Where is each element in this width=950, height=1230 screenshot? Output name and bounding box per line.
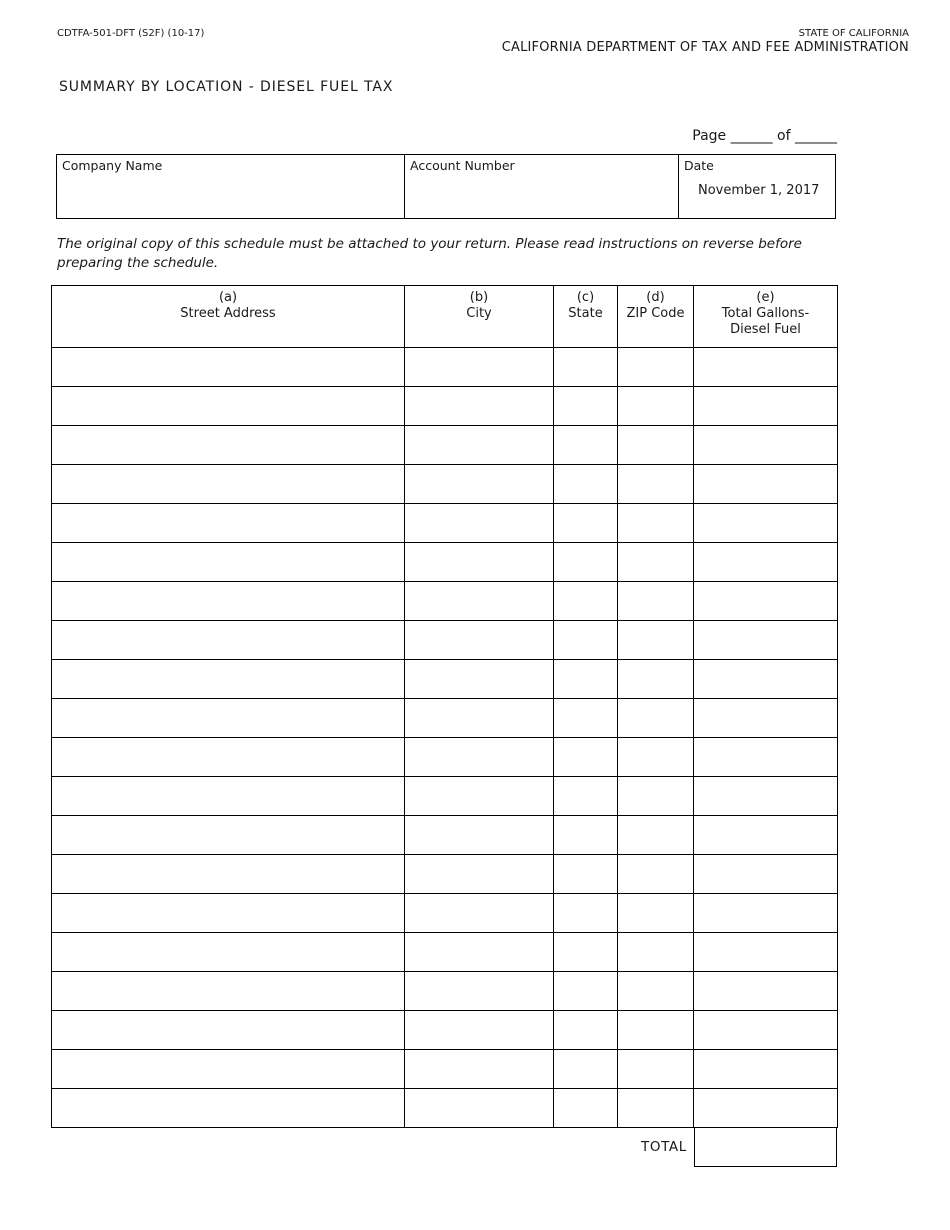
page-number-line[interactable]: Page ______ of ______ <box>692 128 837 144</box>
state-cell[interactable] <box>554 894 618 933</box>
state-cell[interactable] <box>554 816 618 855</box>
total-gallons-cell[interactable] <box>694 894 838 933</box>
zip-code-cell[interactable] <box>618 426 694 465</box>
zip-code-cell[interactable] <box>618 816 694 855</box>
total-label: TOTAL <box>641 1139 687 1155</box>
street-address-cell[interactable] <box>52 699 405 738</box>
form-id: CDTFA-501-DFT (S2F) (10-17) <box>57 28 205 39</box>
street-address-cell[interactable] <box>52 933 405 972</box>
table-row <box>52 660 838 699</box>
street-address-cell[interactable] <box>52 1050 405 1089</box>
street-address-cell[interactable] <box>52 348 405 387</box>
date-field[interactable] <box>679 155 837 218</box>
state-cell[interactable] <box>554 972 618 1011</box>
column-header-zip-code <box>618 286 694 348</box>
table-row <box>52 972 838 1011</box>
table-row <box>52 543 838 582</box>
column-header-total-gallons <box>694 286 838 348</box>
city-cell[interactable] <box>405 543 554 582</box>
zip-code-cell[interactable] <box>618 972 694 1011</box>
total-gallons-cell[interactable] <box>694 465 838 504</box>
page-title: SUMMARY BY LOCATION - DIESEL FUEL TAX <box>59 79 394 95</box>
city-cell[interactable] <box>405 387 554 426</box>
column-header-street-address <box>52 286 405 348</box>
column-header-city <box>405 286 554 348</box>
account-number-field[interactable] <box>405 155 679 218</box>
table-row <box>52 1050 838 1089</box>
table-row <box>52 465 838 504</box>
zip-code-cell[interactable] <box>618 465 694 504</box>
column-header-state <box>554 286 618 348</box>
street-address-cell[interactable] <box>52 855 405 894</box>
state-cell[interactable] <box>554 426 618 465</box>
state-cell[interactable] <box>554 465 618 504</box>
zip-code-cell[interactable] <box>618 348 694 387</box>
total-gallons-cell[interactable] <box>694 1011 838 1050</box>
table-row <box>52 1089 838 1128</box>
zip-code-cell[interactable] <box>618 1011 694 1050</box>
zip-code-cell[interactable] <box>618 621 694 660</box>
instructions-note: The original copy of this schedule must be attached to your return. Please read instructions on reverse before preparing the schedule. <box>57 236 802 271</box>
total-gallons-cell[interactable] <box>694 387 838 426</box>
state-cell[interactable] <box>554 621 618 660</box>
total-gallons-cell[interactable] <box>694 738 838 777</box>
state-cell[interactable] <box>554 543 618 582</box>
total-gallons-cell[interactable] <box>694 543 838 582</box>
state-cell[interactable] <box>554 660 618 699</box>
state-cell[interactable] <box>554 777 618 816</box>
city-cell[interactable] <box>405 621 554 660</box>
state-cell[interactable] <box>554 387 618 426</box>
city-cell[interactable] <box>405 582 554 621</box>
date-label: Date <box>684 158 714 173</box>
state-cell[interactable] <box>554 582 618 621</box>
info-box <box>56 154 836 219</box>
table-row <box>52 348 838 387</box>
zip-code-cell[interactable] <box>618 582 694 621</box>
state-cell[interactable] <box>554 855 618 894</box>
total-gallons-cell[interactable] <box>694 933 838 972</box>
column-label: Street Address <box>180 306 276 321</box>
city-cell[interactable] <box>405 894 554 933</box>
table-row <box>52 621 838 660</box>
street-address-cell[interactable] <box>52 972 405 1011</box>
city-cell[interactable] <box>405 1050 554 1089</box>
account-number-label: Account Number <box>410 158 515 173</box>
street-address-cell[interactable] <box>52 738 405 777</box>
city-cell[interactable] <box>405 816 554 855</box>
city-cell[interactable] <box>405 855 554 894</box>
zip-code-cell[interactable] <box>618 543 694 582</box>
total-gallons-cell[interactable] <box>694 777 838 816</box>
city-cell[interactable] <box>405 738 554 777</box>
table-row <box>52 738 838 777</box>
street-address-cell[interactable] <box>52 816 405 855</box>
total-gallons-cell[interactable] <box>694 1089 838 1128</box>
total-gallons-cell[interactable] <box>694 582 838 621</box>
city-cell[interactable] <box>405 465 554 504</box>
column-label: ZIP Code <box>626 306 685 321</box>
total-gallons-cell[interactable] <box>694 699 838 738</box>
date-value: November 1, 2017 <box>698 183 820 198</box>
total-gallons-cell[interactable] <box>694 504 838 543</box>
total-gallons-cell[interactable] <box>694 621 838 660</box>
city-cell[interactable] <box>405 1011 554 1050</box>
street-address-cell[interactable] <box>52 387 405 426</box>
zip-code-cell[interactable] <box>618 933 694 972</box>
zip-code-cell[interactable] <box>618 1089 694 1128</box>
table-header-row <box>52 286 838 348</box>
table-row <box>52 582 838 621</box>
zip-code-cell[interactable] <box>618 387 694 426</box>
street-address-cell[interactable] <box>52 1089 405 1128</box>
table-row <box>52 426 838 465</box>
table-row <box>52 504 838 543</box>
zip-code-cell[interactable] <box>618 894 694 933</box>
table-row <box>52 816 838 855</box>
zip-code-cell[interactable] <box>618 855 694 894</box>
zip-code-cell[interactable] <box>618 777 694 816</box>
street-address-cell[interactable] <box>52 660 405 699</box>
city-cell[interactable] <box>405 699 554 738</box>
city-cell[interactable] <box>405 504 554 543</box>
location-schedule-table <box>51 285 838 1128</box>
zip-code-cell[interactable] <box>618 738 694 777</box>
city-cell[interactable] <box>405 777 554 816</box>
state-label: STATE OF CALIFORNIA <box>798 28 909 39</box>
table-row <box>52 387 838 426</box>
zip-code-cell[interactable] <box>618 699 694 738</box>
company-name-field[interactable] <box>57 155 405 218</box>
state-cell[interactable] <box>554 933 618 972</box>
total-gallons-cell[interactable] <box>694 1050 838 1089</box>
zip-code-cell[interactable] <box>618 660 694 699</box>
table-row <box>52 1011 838 1050</box>
total-gallons-cell[interactable] <box>694 855 838 894</box>
street-address-cell[interactable] <box>52 465 405 504</box>
table-row <box>52 933 838 972</box>
table-row <box>52 777 838 816</box>
state-cell[interactable] <box>554 738 618 777</box>
column-label: State <box>568 306 603 321</box>
column-letter: (d) <box>646 290 665 305</box>
total-gallons-cell[interactable] <box>694 660 838 699</box>
column-label: City <box>466 306 492 321</box>
column-letter: (e) <box>756 290 775 305</box>
total-gallons-field[interactable] <box>694 1127 837 1167</box>
state-cell[interactable] <box>554 1011 618 1050</box>
zip-code-cell[interactable] <box>618 1050 694 1089</box>
state-cell[interactable] <box>554 1050 618 1089</box>
city-cell[interactable] <box>405 660 554 699</box>
table-row <box>52 894 838 933</box>
state-cell[interactable] <box>554 1089 618 1128</box>
city-cell[interactable] <box>405 933 554 972</box>
table-row <box>52 855 838 894</box>
state-cell[interactable] <box>554 699 618 738</box>
street-address-cell[interactable] <box>52 543 405 582</box>
department-name: CALIFORNIA DEPARTMENT OF TAX AND FEE ADMINISTRATION <box>501 40 909 55</box>
column-letter: (a) <box>218 290 238 305</box>
zip-code-cell[interactable] <box>618 504 694 543</box>
street-address-cell[interactable] <box>52 504 405 543</box>
table-body <box>52 348 838 1128</box>
table-row <box>52 699 838 738</box>
state-cell[interactable] <box>554 348 618 387</box>
company-name-label: Company Name <box>62 158 163 173</box>
city-cell[interactable] <box>405 972 554 1011</box>
street-address-cell[interactable] <box>52 621 405 660</box>
total-gallons-cell[interactable] <box>694 426 838 465</box>
state-cell[interactable] <box>554 504 618 543</box>
city-cell[interactable] <box>405 348 554 387</box>
column-label: Total Gallons- <box>721 306 810 321</box>
street-address-cell[interactable] <box>52 582 405 621</box>
city-cell[interactable] <box>405 426 554 465</box>
street-address-cell[interactable] <box>52 426 405 465</box>
column-letter: (c) <box>576 290 595 305</box>
total-gallons-cell[interactable] <box>694 816 838 855</box>
city-cell[interactable] <box>405 1089 554 1128</box>
street-address-cell[interactable] <box>52 894 405 933</box>
street-address-cell[interactable] <box>52 777 405 816</box>
column-letter: (b) <box>469 290 489 305</box>
total-gallons-cell[interactable] <box>694 348 838 387</box>
street-address-cell[interactable] <box>52 1011 405 1050</box>
total-gallons-cell[interactable] <box>694 972 838 1011</box>
column-label-line2: Diesel Fuel <box>730 322 801 337</box>
